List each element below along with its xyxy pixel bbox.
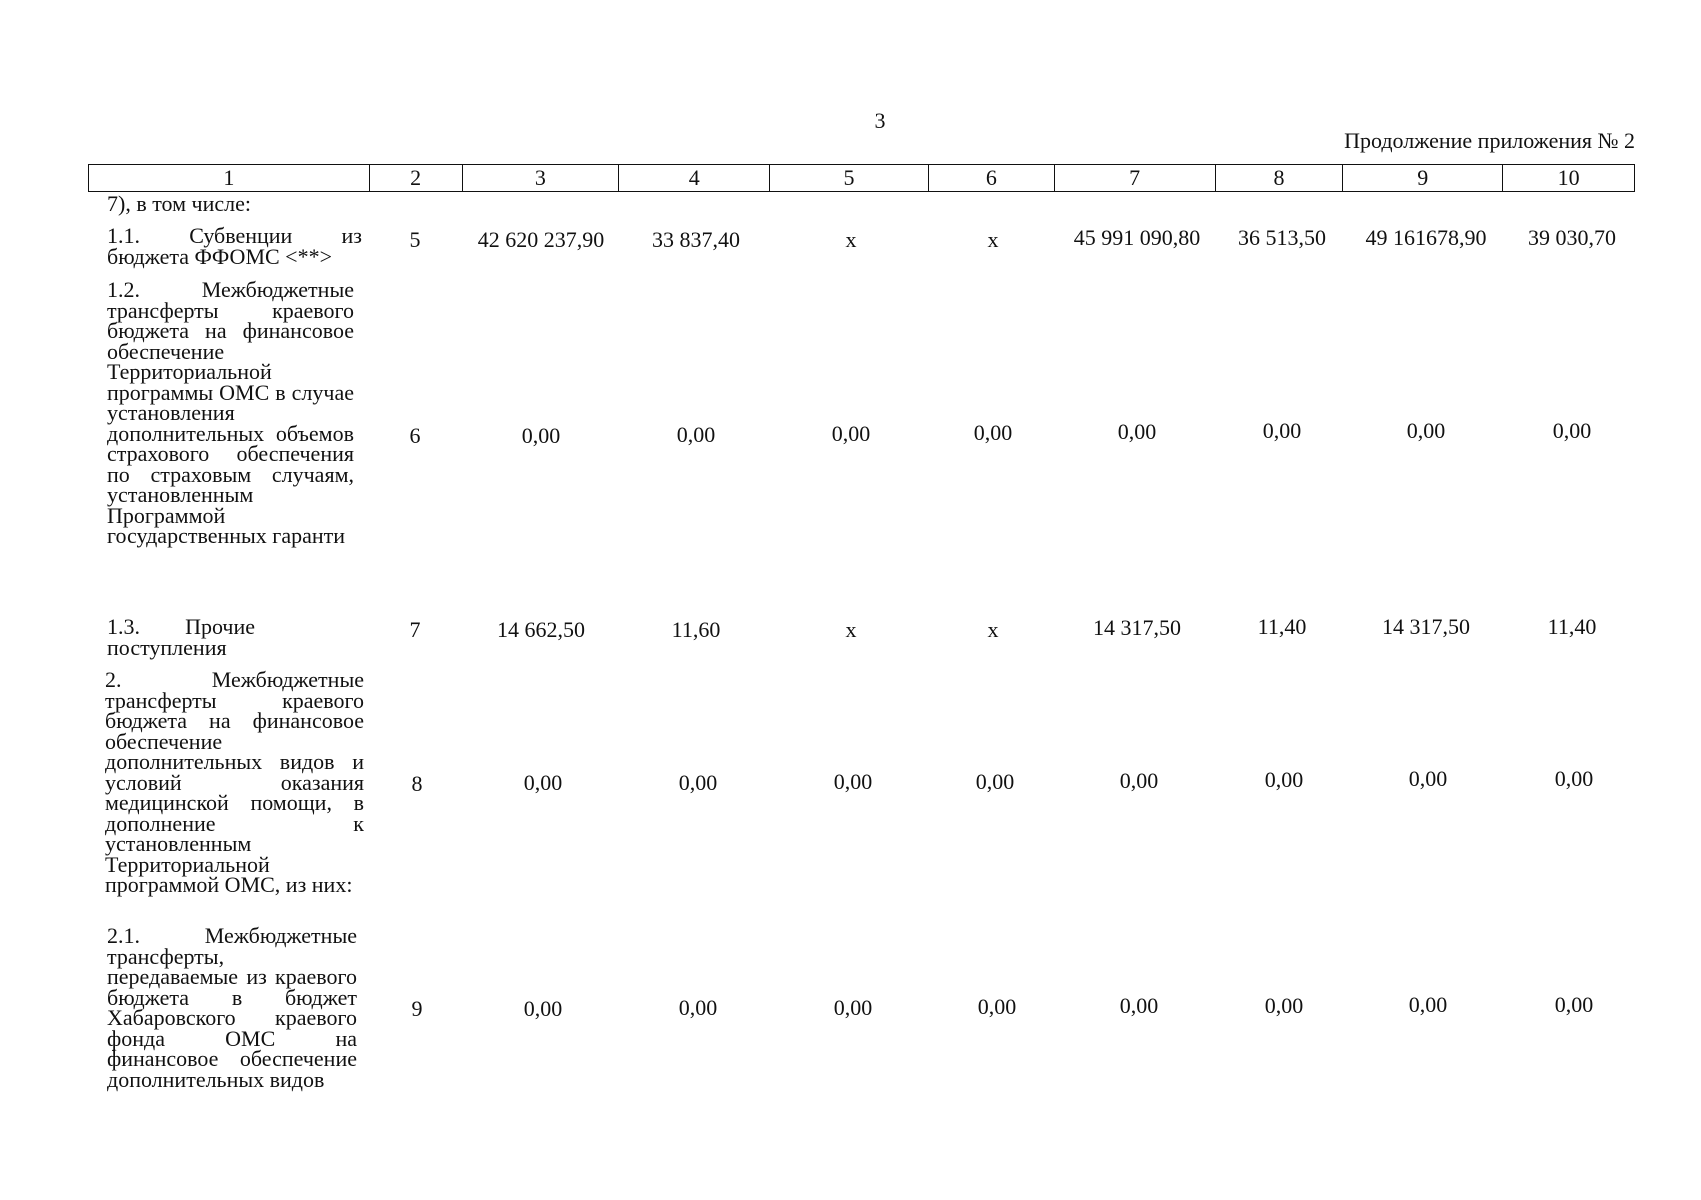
row-1-2-col6: 0,00 — [973, 420, 1013, 445]
row-1-2-col8: 0,00 — [1262, 418, 1302, 443]
row-1-1-col6: x — [987, 227, 999, 252]
row-2-col8: 0,00 — [1264, 767, 1304, 792]
row-1-1-col9: 49 161678,90 — [1365, 225, 1487, 250]
row-1-3-col10: 11,40 — [1547, 614, 1597, 639]
header-col-9: 9 — [1343, 165, 1503, 191]
row-label-2: 2. Межбюджетные трансферты краевого бюджета на финансовое обеспечение дополнительных видов и условий оказания медицинской помощи, в дополнение к установленным Территориальной программой ОМС, из них: — [105, 667, 364, 897]
row-label-continuation: 7), в том числе: — [107, 191, 251, 216]
header-col-7: 7 — [1055, 165, 1216, 191]
row-label-1-3: 1.3. Прочие поступления — [107, 614, 255, 660]
row-2-col4: 0,00 — [678, 770, 718, 795]
header-col-2: 2 — [370, 165, 463, 191]
row-1-3-col3: 14 662,50 — [497, 617, 585, 642]
row-2-code: 8 — [411, 771, 423, 796]
row-2-1-code: 9 — [411, 996, 423, 1021]
row-label-1-2: 1.2. Межбюджетные трансферты краевого бюджета на финансовое обеспечение Территориальной программы ОМС в случае установления дополнительных объемов страхового обеспечения по страховым случаям, установленным Программой государственных гаранти — [107, 277, 354, 548]
row-2-1-col6: 0,00 — [977, 994, 1017, 1019]
row-1-2-col4: 0,00 — [676, 422, 716, 447]
row-1-3-col5: x — [845, 617, 857, 642]
row-2-col3: 0,00 — [523, 770, 563, 795]
page-number: 3 — [874, 108, 886, 133]
row-1-3-col9: 14 317,50 — [1382, 614, 1470, 639]
row-2-1-col10: 0,00 — [1554, 992, 1594, 1017]
row-1-1-code: 5 — [409, 227, 421, 252]
header-col-3: 3 — [463, 165, 620, 191]
row-1-1-col10: 39 030,70 — [1528, 225, 1616, 250]
row-1-3-col4: 11,60 — [671, 617, 721, 642]
row-label-1-1: 1.1. Субвенции из бюджета ФФОМС <**> — [107, 223, 362, 269]
row-1-1-col7: 45 991 090,80 — [1073, 225, 1201, 250]
row-1-1-col4: 33 837,40 — [652, 227, 740, 252]
continuation-title: Продолжение приложения № 2 — [1344, 128, 1635, 153]
header-col-8: 8 — [1216, 165, 1344, 191]
row-2-1-col5: 0,00 — [833, 995, 873, 1020]
row-2-1-col4: 0,00 — [678, 995, 718, 1020]
table-header-row — [88, 164, 1635, 192]
header-col-5: 5 — [770, 165, 929, 191]
row-1-1-col3: 42 620 237,90 — [477, 227, 605, 252]
header-col-10: 10 — [1557, 165, 1580, 190]
row-2-col6: 0,00 — [975, 769, 1015, 794]
row-1-2-col9: 0,00 — [1406, 418, 1446, 443]
row-1-3-col8: 11,40 — [1257, 614, 1307, 639]
row-1-2-col7: 0,00 — [1117, 419, 1157, 444]
row-label-2-1: 2.1. Межбюджетные трансферты, передаваемые из краевого бюджета в бюджет Хабаровского краевого фонда ОМС на финансовое обеспечение дополнительных видов — [107, 923, 357, 1092]
row-1-3-col6: x — [987, 617, 999, 642]
row-2-1-col9: 0,00 — [1408, 992, 1448, 1017]
header-col-6: 6 — [929, 165, 1055, 191]
row-1-2-code: 6 — [409, 423, 421, 448]
row-2-col9: 0,00 — [1408, 766, 1448, 791]
row-2-1-col7: 0,00 — [1119, 993, 1159, 1018]
row-1-1-col8: 36 513,50 — [1238, 225, 1326, 250]
row-2-col5: 0,00 — [833, 769, 873, 794]
row-2-1-col3: 0,00 — [523, 996, 563, 1021]
row-2-col10: 0,00 — [1554, 766, 1594, 791]
row-1-3-col7: 14 317,50 — [1093, 615, 1181, 640]
header-col-1: 1 — [89, 165, 370, 191]
row-1-3-code: 7 — [409, 617, 421, 642]
row-1-2-col5: 0,00 — [831, 421, 871, 446]
row-1-1-col5: x — [845, 227, 857, 252]
row-2-col7: 0,00 — [1119, 768, 1159, 793]
header-col-4: 4 — [619, 165, 770, 191]
row-1-2-col10: 0,00 — [1552, 418, 1592, 443]
row-1-2-col3: 0,00 — [521, 423, 561, 448]
row-2-1-col8: 0,00 — [1264, 993, 1304, 1018]
